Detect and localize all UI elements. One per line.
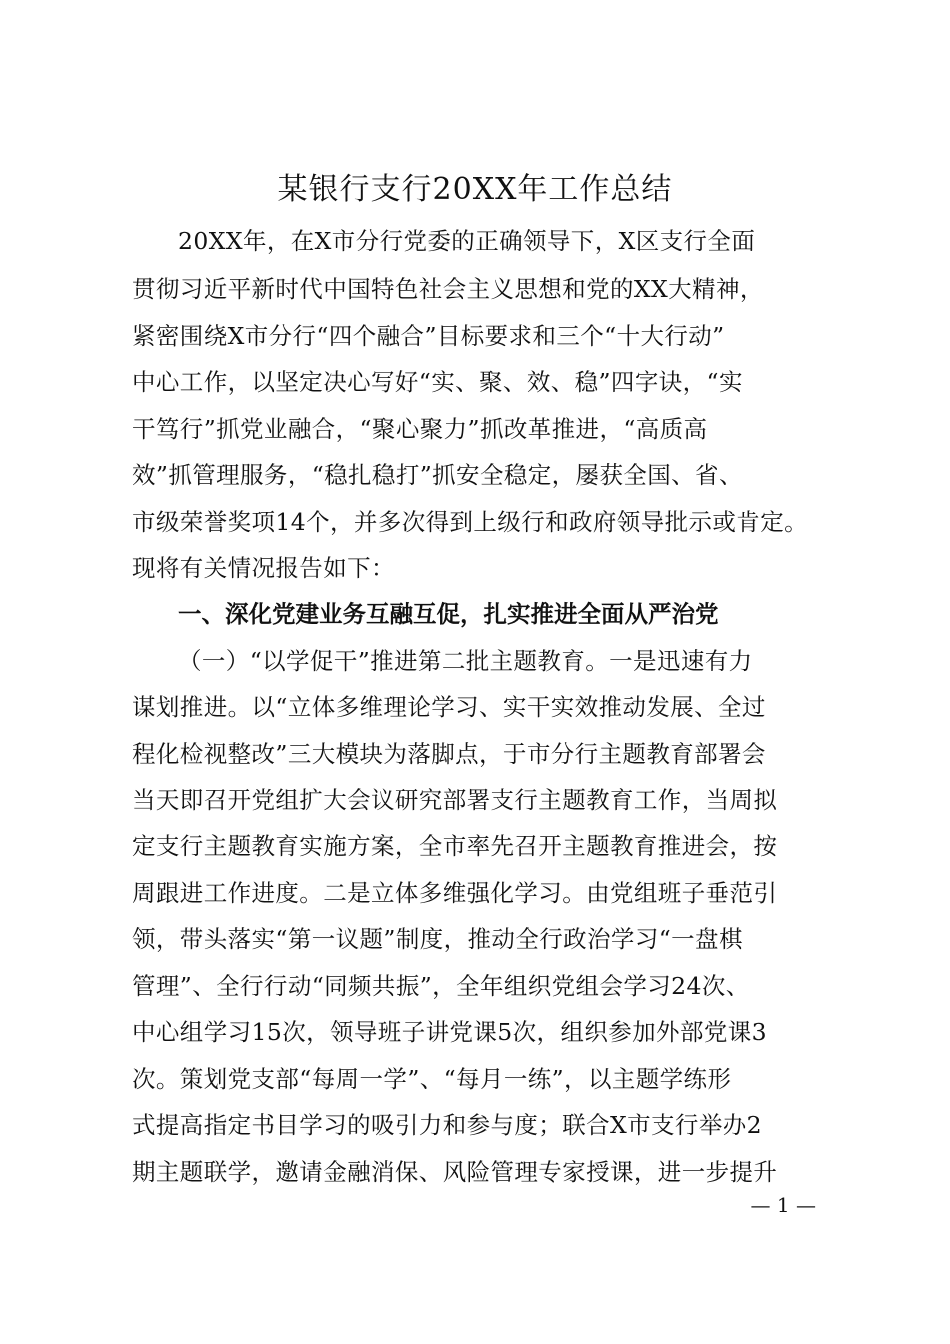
- body-line: 式提高指定书目学习的吸引力和参与度；联合X市支行举办2: [132, 1111, 762, 1139]
- body-line: 周跟进工作进度。二是立体多维强化学习。由党组班子垂范引: [132, 879, 778, 907]
- intro-line: 现将有关情况报告如下：: [132, 554, 395, 582]
- body-line: 当天即召开党组扩大会议研究部署支行主题教育工作，当周拟: [132, 786, 778, 814]
- body-line: 程化检视整改”三大模块为落脚点，于市分行主题教育部署会: [132, 740, 766, 768]
- intro-line: 贯彻习近平新时代中国特色社会主义思想和党的XX大精神，: [132, 275, 764, 303]
- intro-line: 市级荣誉奖项14个，并多次得到上级行和政府领导批示或肯定。: [132, 508, 809, 536]
- intro-line: 中心工作，以坚定决心写好“实、聚、效、稳”四字诀，“实: [132, 368, 743, 396]
- body-line: （一）“以学促干”推进第二批主题教育。一是迅速有力: [178, 647, 753, 675]
- intro-line: 紧密围绕X市分行“四个融合”目标要求和三个“十大行动”: [132, 322, 725, 350]
- body-line: 期主题联学，邀请金融消保、风险管理专家授课，进一步提升: [132, 1158, 778, 1186]
- intro-line: 干笃行”抓党业融合，“聚心聚力”抓改革推进，“高质高: [132, 415, 708, 443]
- intro-line: 效”抓管理服务，“稳扎稳打”抓安全稳定，屡获全国、省、: [132, 461, 743, 489]
- body-line: 谋划推进。以“立体多维理论学习、实干实效推动发展、全过: [132, 693, 766, 721]
- section-heading: 一、深化党建业务互融互促，扎实推进全面从严治党: [178, 600, 719, 628]
- body-line: 管理”、全行行动“同频共振”，全年组织党组会学习24次、: [132, 972, 750, 1000]
- body-line: 次。策划党支部“每周一学”、“每月一练”，以主题学练形: [132, 1065, 732, 1093]
- body-line: 中心组学习15次，领导班子讲党课5次，组织参加外部党课3: [132, 1018, 768, 1046]
- page-number: — 1 —: [750, 1193, 816, 1217]
- document-title: 某银行支行20XX年工作总结: [277, 172, 673, 207]
- body-line: 定支行主题教育实施方案，全市率先召开主题教育推进会，按: [132, 832, 778, 860]
- body-line: 领，带头落实“第一议题”制度，推动全行政治学习“一盘棋: [132, 925, 743, 953]
- intro-line: 20XX年，在X市分行党委的正确领导下，X区支行全面: [178, 227, 756, 255]
